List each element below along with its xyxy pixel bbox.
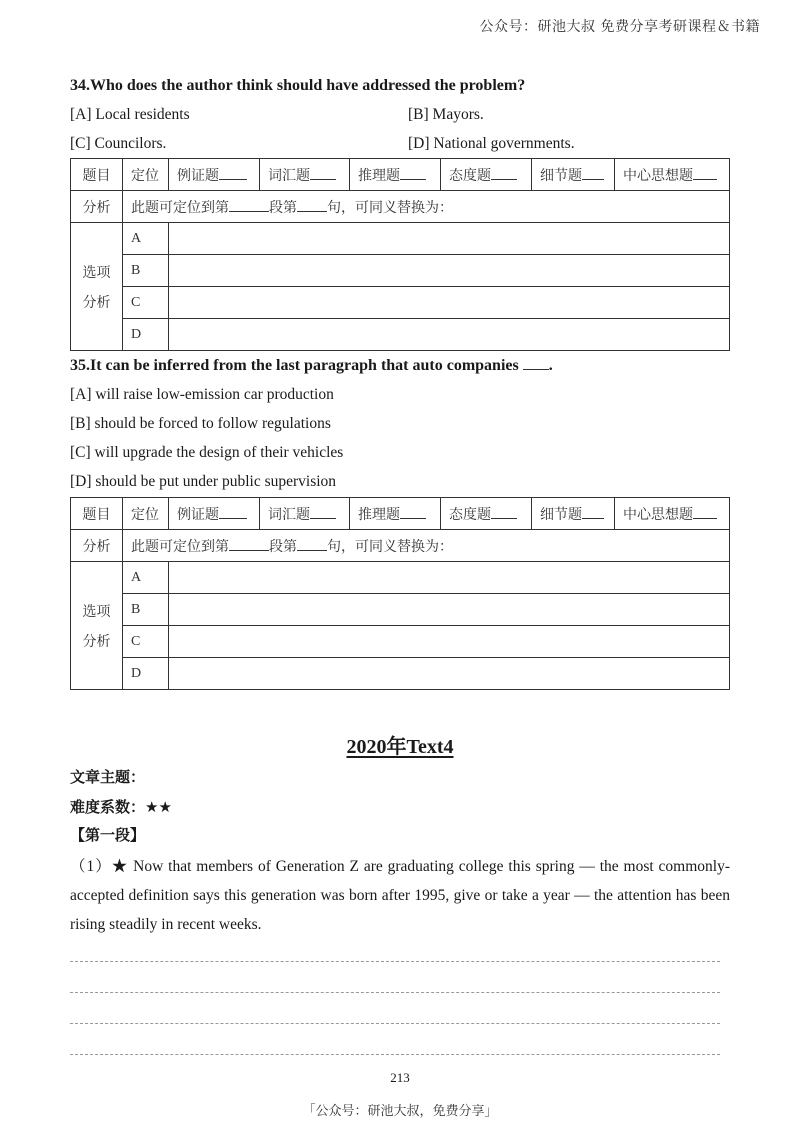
paragraph-label: 【第一段】 [70, 826, 146, 844]
option-letter-a: A [123, 223, 169, 255]
q35-analysis-table [70, 497, 730, 690]
option-analysis-b [169, 594, 730, 626]
type-inference: 推理题 [350, 159, 441, 191]
q34-title: 34.Who does the author think should have addressed the problem? [70, 77, 526, 94]
option-letter-c: C [123, 287, 169, 319]
q35-option-b: [B] should be forced to follow regulations [70, 415, 331, 432]
options-analysis-label: 选项 分析 [71, 562, 123, 690]
option-letter-a: A [123, 562, 169, 594]
q34-option-d: [D] National governments. [408, 135, 575, 152]
row-label-topic: 题目 [71, 498, 123, 530]
option-letter-b: B [123, 255, 169, 287]
option-analysis-c [169, 626, 730, 658]
q35-option-c: [C] will upgrade the design of their vehicles [70, 444, 344, 461]
q34-analysis-table [70, 158, 730, 351]
option-letter-d: D [123, 319, 169, 351]
answer-line-4 [70, 1054, 720, 1055]
option-analysis-d [169, 319, 730, 351]
q35-title: 35.It can be inferred from the last paragraph that auto companies . [70, 357, 553, 374]
type-example: 例证题 [169, 159, 260, 191]
answer-line-3 [70, 1023, 720, 1024]
type-vocab: 词汇题 [260, 159, 350, 191]
difficulty-line: 难度系数：★★ [70, 798, 172, 816]
type-detail: 细节题 [532, 498, 615, 530]
option-letter-c: C [123, 626, 169, 658]
option-analysis-a [169, 562, 730, 594]
type-main-idea: 中心思想题 [615, 498, 730, 530]
type-inference: 推理题 [350, 498, 441, 530]
type-attitude: 态度题 [441, 159, 532, 191]
type-example: 例证题 [169, 498, 260, 530]
theme-label: 文章主题： [70, 768, 146, 786]
type-vocab: 词汇题 [260, 498, 350, 530]
q35-option-d: [D] should be put under public supervision [70, 473, 337, 490]
page-number: 213 [390, 1070, 410, 1085]
type-locate: 定位 [123, 159, 169, 191]
header-text: 公众号：研池大叔 免费分享考研课程＆书籍 [479, 19, 760, 35]
answer-line-1 [70, 961, 720, 962]
q34-option-b: [B] Mayors. [408, 106, 484, 123]
row-label-analysis: 分析 [71, 530, 123, 562]
option-analysis-a [169, 223, 730, 255]
section-title: 2020年Text4 [346, 736, 454, 758]
difficulty-stars: ★★ [145, 798, 172, 816]
q35-option-a: [A] will raise low-emission car production [70, 386, 334, 403]
locate-line: 此题可定位到第 段第 句，可同义替换为： [123, 191, 730, 223]
q34-option-c: [C] Councilors. [70, 135, 167, 152]
type-locate: 定位 [123, 498, 169, 530]
answer-line-2 [70, 992, 720, 993]
type-main-idea: 中心思想题 [615, 159, 730, 191]
row-label-topic: 题目 [71, 159, 123, 191]
option-analysis-d [169, 658, 730, 690]
options-analysis-label: 选项 分析 [71, 223, 123, 351]
type-detail: 细节题 [532, 159, 615, 191]
option-letter-d: D [123, 658, 169, 690]
type-attitude: 态度题 [441, 498, 532, 530]
option-letter-b: B [123, 594, 169, 626]
footer-text: 「公众号：研池大叔，免费分享」 [302, 1104, 498, 1119]
row-label-analysis: 分析 [71, 191, 123, 223]
q34-option-a: [A] Local residents [70, 106, 190, 123]
option-analysis-c [169, 287, 730, 319]
paragraph-text: （1）★ Now that members of Generation Z are graduating college this spring — the most commonly-accepted definition says this generation was born after 1995, give or take a year — the attention has been rising steadily in recent weeks. [70, 858, 730, 933]
locate-line: 此题可定位到第 段第 句，可同义替换为： [123, 530, 730, 562]
option-analysis-b [169, 255, 730, 287]
